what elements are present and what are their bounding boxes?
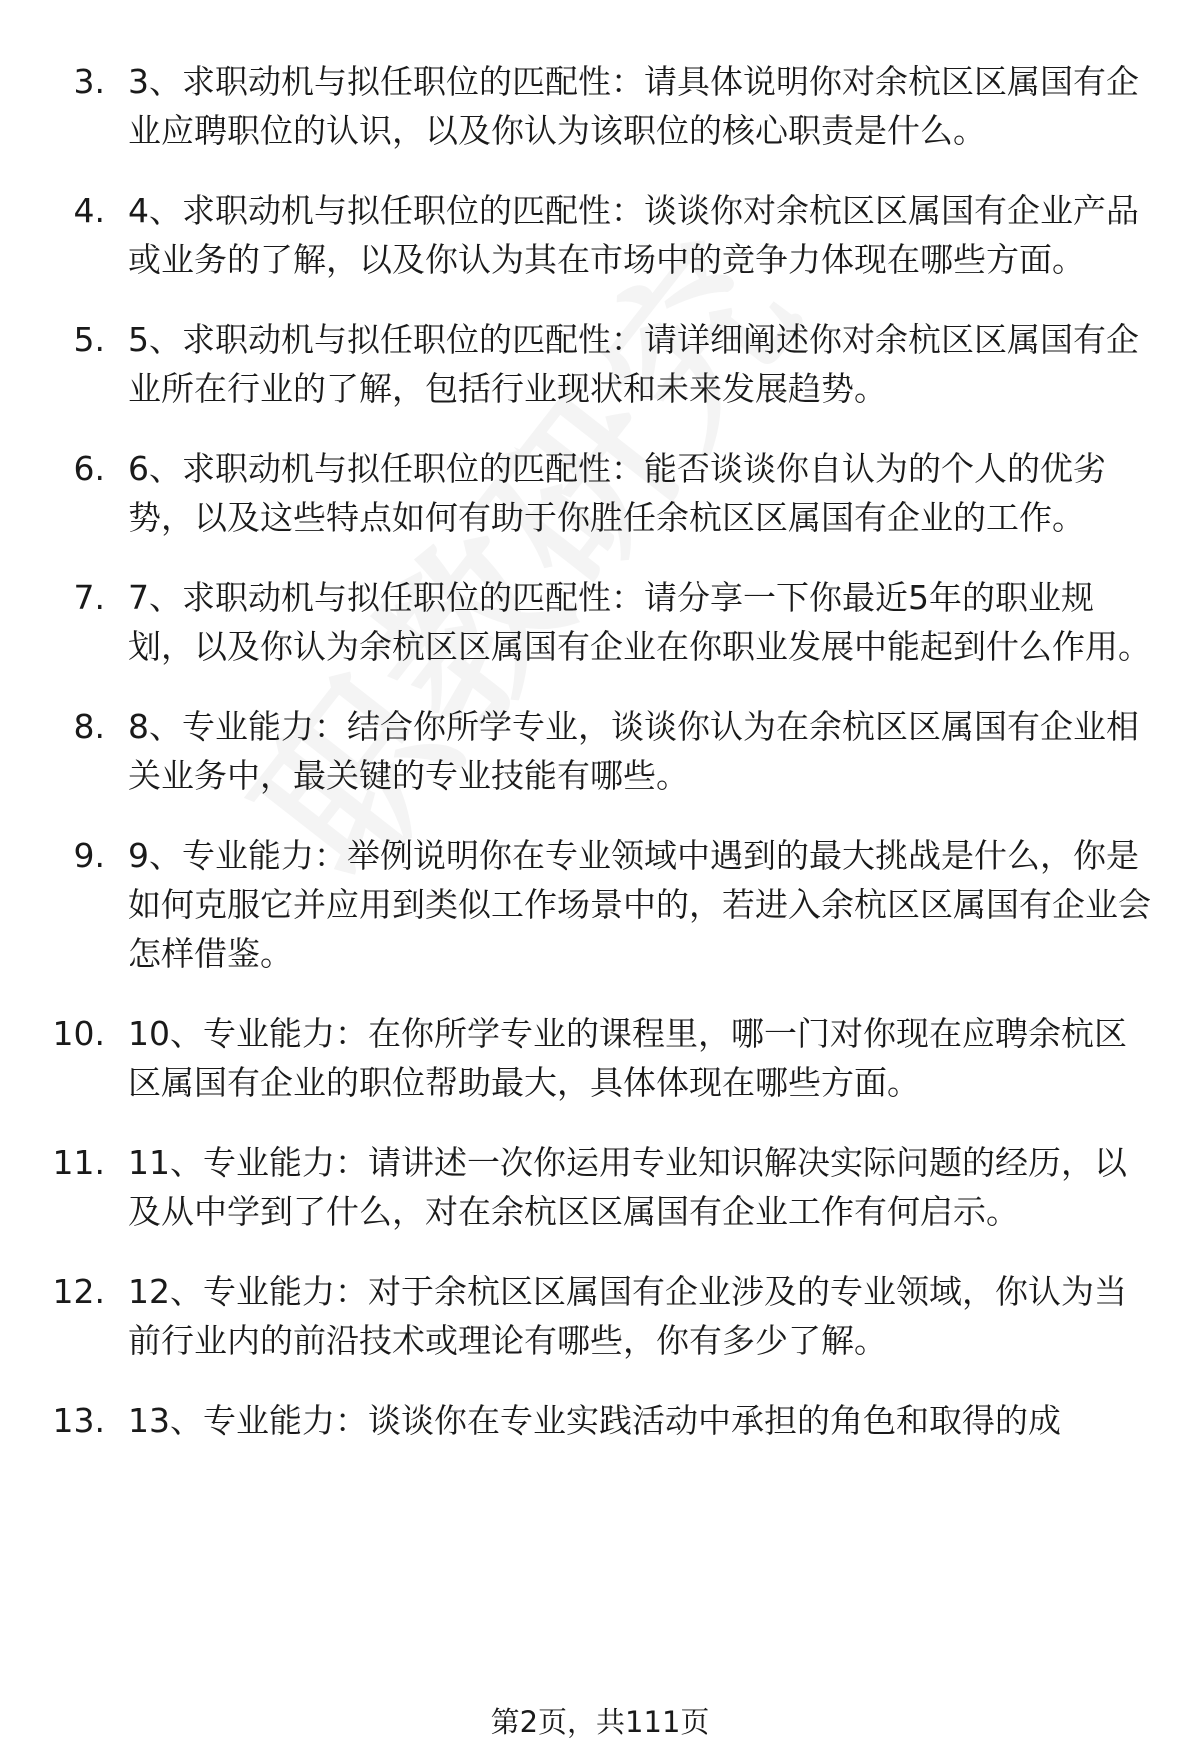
- item-number: 7.: [73, 578, 105, 617]
- list-item: [0, 57, 1200, 155]
- item-text: 3、求职动机与拟任职位的匹配性：请具体说明你对余杭区区属国有企业应聘职位的认识，以及你认为该职位的核心职责是什么。: [128, 62, 1139, 150]
- item-number: 12.: [52, 1272, 105, 1311]
- item-number: 6.: [73, 449, 105, 488]
- item-number: 13.: [52, 1401, 105, 1440]
- item-number: 10.: [52, 1014, 105, 1053]
- item-text: 12、专业能力：对于余杭区区属国有企业涉及的专业领域，你认为当前行业内的前沿技术或理论有哪些，你有多少了解。: [128, 1272, 1127, 1360]
- item-text: 6、求职动机与拟任职位的匹配性：能否谈谈你自认为的个人的优劣势，以及这些特点如何有助于你胜任余杭区区属国有企业的工作。: [128, 449, 1106, 537]
- list-item: [0, 186, 1200, 284]
- item-text: 10、专业能力：在你所学专业的课程里，哪一门对你现在应聘余杭区区属国有企业的职位帮助最大，具体体现在哪些方面。: [128, 1014, 1127, 1102]
- item-text: 7、求职动机与拟任职位的匹配性：请分享一下你最近5年的职业规划，以及你认为余杭区区属国有企业在你职业发展中能起到什么作用。: [128, 578, 1151, 666]
- item-number: 9.: [73, 836, 105, 875]
- list-item: [0, 831, 1200, 978]
- list-item: [0, 1009, 1200, 1107]
- item-text: 11、专业能力：请讲述一次你运用专业知识解决实际问题的经历，以及从中学到了什么，对在余杭区区属国有企业工作有何启示。: [128, 1143, 1127, 1231]
- item-text: 4、求职动机与拟任职位的匹配性：谈谈你对余杭区区属国有企业产品或业务的了解，以及你认为其在市场中的竞争力体现在哪些方面。: [128, 191, 1139, 279]
- list-item: [0, 702, 1200, 800]
- item-text: 13、专业能力：谈谈你在专业实践活动中承担的角色和取得的成: [128, 1401, 1061, 1440]
- list-item: [0, 444, 1200, 542]
- item-text: 8、专业能力：结合你所学专业，谈谈你认为在余杭区区属国有企业相关业务中，最关键的专业技能有哪些。: [128, 707, 1139, 795]
- item-number: 8.: [73, 707, 105, 746]
- item-number: 3.: [73, 62, 105, 101]
- list-item: [0, 1396, 1200, 1445]
- item-number: 4.: [73, 191, 105, 230]
- list-item: [0, 1138, 1200, 1236]
- list-item: [0, 315, 1200, 413]
- page-footer: 第2页，共111页: [490, 1705, 710, 1739]
- item-number: 11.: [52, 1143, 105, 1182]
- item-text: 5、求职动机与拟任职位的匹配性：请详细阐述你对余杭区区属国有企业所在行业的了解，包括行业现状和未来发展趋势。: [128, 320, 1139, 408]
- item-number: 5.: [73, 320, 105, 359]
- list-item: [0, 573, 1200, 671]
- item-text: 9、专业能力：举例说明你在专业领域中遇到的最大挑战是什么，你是如何克服它并应用到类似工作场景中的，若进入余杭区区属国有企业会怎样借鉴。: [128, 836, 1151, 973]
- list-item: [0, 1267, 1200, 1365]
- question-list: [0, 57, 1200, 1476]
